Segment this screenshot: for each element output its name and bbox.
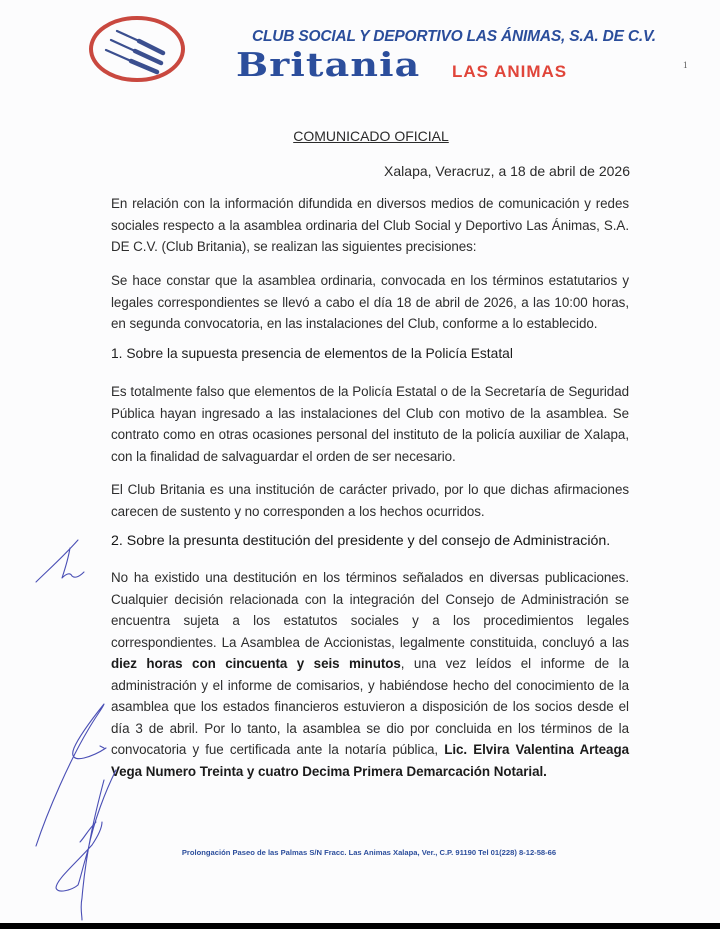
footer-address [0, 848, 720, 857]
place-date: Xalapa, Veracruz, a 18 de abril de 2026 [384, 163, 630, 179]
dismissal-paragraph [111, 567, 629, 782]
footer-address-text: Prolongación Paseo de las Palmas S/N Fracc. Las Animas Xalapa, Ver., C.P. 91190 Tel 01(228) 8-12-58-66 [181, 848, 557, 857]
notary-name: Lic. Elvira Valentina Arteaga Vega Numero Treinta y cuatro Decima Primera Demarcación Notarial. [111, 742, 629, 779]
brand-subtitle: LAS ANIMAS [452, 62, 568, 81]
assembly-paragraph: Se hace constar que la asamblea ordinaria, convocada en los términos estatutarios y legales correspondientes se llevó a cabo el día 18 de abril de 2026, a las 10:00 horas, en segunda convocatoria, en las instalaciones del Club, conforme a lo establecido. [111, 273, 629, 331]
document-title-text: COMUNICADO OFICIAL [293, 128, 449, 144]
page-number: 1 [683, 60, 688, 70]
scan-bottom-edge [0, 923, 720, 929]
section-1-heading: 1. Sobre la supuesta presencia de elementos de la Policía Estatal [111, 346, 513, 361]
conclusion-time: diez horas con cincuenta y seis minutos [111, 656, 401, 671]
private-institution-paragraph: El Club Britania es una institución de carácter privado, por lo que dichas afirmaciones carecen de sustento y no corresponden a los hechos ocurridos. [111, 482, 629, 519]
club-name: CLUB SOCIAL Y DEPORTIVO LAS ÁNIMAS, S.A. DE C.V. [252, 28, 656, 45]
dismissal-text-1: No ha existido una destitución en los términos señalados en diversas publicaciones. Cualquier decisión relacionada con la integración del Consejo de Administración se encuentra sujeta a los estatutos sociales y a los procedimientos legales correspondientes. La Asamblea de Accionistas, legalmente constituida, concluyó a las [111, 570, 629, 650]
signature-icon [36, 704, 116, 920]
intro-paragraph: En relación con la información difundida en diversos medios de comunicación y redes sociales respecto a la asamblea ordinaria del Club Social y Deportivo Las Ánimas, S.A. DE C.V. (Club Britania), se realizan las siguientes precisiones: [111, 196, 629, 254]
document-title [0, 128, 720, 144]
dismissal-text-2: , una vez leídos el informe de la administración y el informe de comisarios, y habiéndose hecho del conocimiento de la asamblea que los estados financieros estuvieron a disposición de los socios desde el día 3 de abril. Por lo tanto, la asamblea se dio por concluida en los términos de la convocatoria y fue certificada ante la notaría pública, [111, 656, 629, 757]
brand-logotype: Britania [236, 45, 421, 84]
police-paragraph: Es totalmente falso que elementos de la Policía Estatal o de la Secretaría de Seguridad Pública hayan ingresado a las instalaciones del Club con motivo de la asamblea. Se contrato como en otras ocasiones personal del instituto de la policía auxiliar de Xalapa, con la finalidad de salvaguardar el orden de ser necesario. [111, 384, 629, 464]
section-2-heading: 2. Sobre la presunta destitución del presidente y del consejo de Administración. [111, 533, 611, 549]
crossed-oars-emblem-icon [87, 13, 187, 85]
margin-initials-icon [36, 540, 84, 582]
